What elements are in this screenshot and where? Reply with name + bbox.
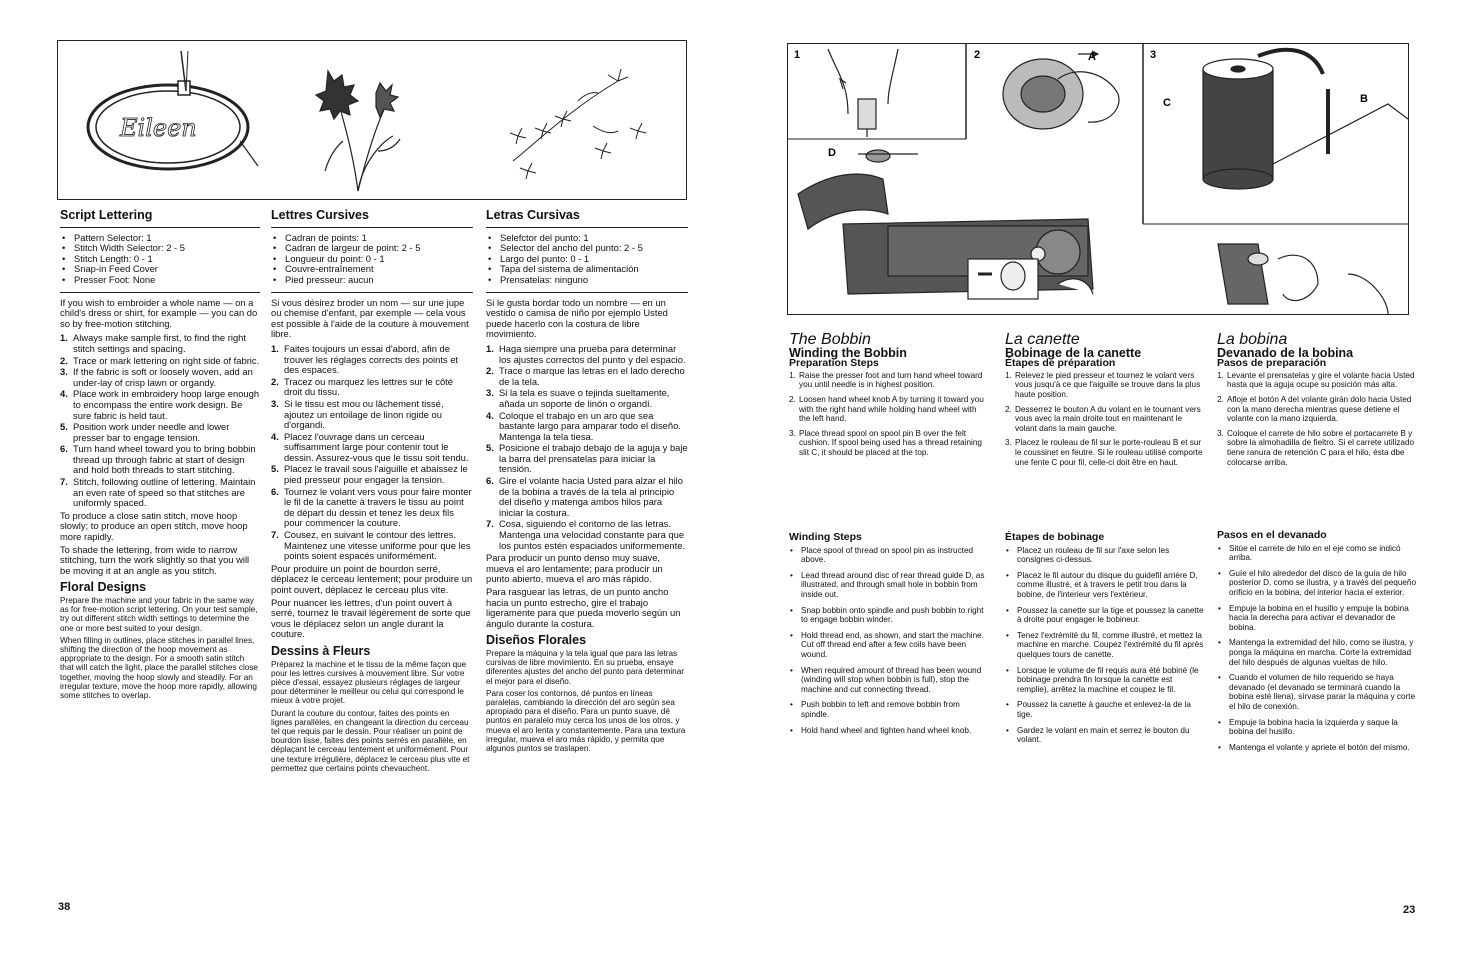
setting-item: • Selefctor del punto: 1 [486, 233, 688, 244]
intro-paragraph: If you wish to embroider a whole name — on a child's dress or shirt, for example — you can do so by free-motion stitching. [60, 296, 258, 329]
prep-steps-list [1005, 371, 1205, 467]
french-column [271, 210, 473, 776]
divider [60, 292, 260, 293]
winding-step: • Mantenga la extremidad del hilo, como se ilustra, y ponga la máquina en marcha. Corte la extremidad del hilo después de algunas vueltas de hilo. [1217, 638, 1417, 667]
hoop-lettering: Eileen [120, 114, 197, 142]
prep-steps-list [789, 371, 989, 458]
etapes-preparation-title: Étapes de préparation [1005, 357, 1116, 370]
winding-step: • Empuje la bobina en el husillo y empuje la bobina hacia la derecha para activar el devanador de bobina. [1217, 604, 1417, 633]
step-item: 3. Si la tela es suave o tejinda sueltamente, añada un soporte de linón o organdí. [486, 387, 670, 409]
panel-number: 2 [974, 49, 981, 61]
step-item: 7. Cosa, siguiendo el contorno de las letras. Mantenga una velocidad constante para que los puntos estén espaciados uniformemente. [486, 518, 686, 551]
step-item: 2. Tracez ou marquez les lettres sur le côté droit du tissu. [271, 375, 453, 398]
step-item: 5. Posicione el trabajo debajo de la aguja y baje la barra del prensatelas para iniciar la tensión. [486, 442, 688, 475]
winding-step: • Lorsque le volume de fil requis aura été bobiné (le bobinage prendra fin lorsque la canette est remplie), arrêtez la machine et coupez le fil. [1005, 666, 1205, 695]
step-item: 1. Always make sample first, to find the right stitch settings and spacing. [60, 332, 246, 354]
settings-list [486, 233, 688, 286]
step-item: 5. Position work under needle and lower presser bar to engage tension. [60, 421, 230, 443]
floral-designs-title: Floral Designs [60, 580, 147, 595]
paragraph: To shade the lettering, from wide to narrow stitching, turn the work slightly so that you will be moving it at an angle as you stitch. [60, 543, 250, 576]
divider [486, 227, 688, 228]
floral-text: Prepare the machine and your fabric in the same way as for free-motion script lettering. On your test sample, try out different stitch width settings to determine the one or more best suited to your design. When filling in outlines, place stitches in parallel lines, shifting the direction of the hoop movement as appropriate to the design. For a smooth satin stitch that will catch the light, place the parallel stitches close together, moving the hoop slowly and steadily. For an irregular texture, move the hoop more rapidly, allowing some stitches to overlap. [60, 596, 258, 701]
settings-list [271, 233, 473, 286]
winding-spanish-column [1217, 531, 1417, 758]
prep-step: 3. Place thread spool on spool pin B over the felt cushion. If spool being used has a thread retaining slit C, it should be placed at the top. [789, 428, 982, 457]
step-item: 7. Stitch, following outline of lettering. Maintain an even rate of speed so that stitches are uniformly spaced. [60, 476, 256, 509]
prep-step: 1. Levante el prensatelas y gire el volante hacia Usted hasta que la aguja ocupe su posición más alta. [1217, 370, 1415, 390]
divider [60, 227, 260, 228]
setting-item: • Selector del ancho del punto: 2 - 5 [486, 243, 688, 254]
winding-step: • Snap bobbin onto spindle and push bobbin to right to engage bobbin winder. [789, 606, 989, 625]
setting-item: • Prensatelas: ninguno [486, 275, 688, 286]
panel-number: 3 [1150, 49, 1157, 61]
step-item: 6. Tournez le volant vers vous pour faire monter le fil de la canette à travers le tissu au point de départ du dessin et tenez les deux fils pour commencer la couture. [271, 485, 472, 529]
hoop-and-flowers-drawing [58, 41, 686, 199]
winding-english-column [789, 533, 989, 741]
divider [271, 292, 473, 293]
steps-list [271, 344, 473, 562]
setting-item: • Snap-in Feed Cover [60, 264, 260, 275]
setting-item: • Stitch Length: 0 - 1 [60, 254, 260, 265]
step-item: 2. Trace or mark lettering on right side of fabric. [60, 354, 260, 366]
prep-step: 1. Raise the presser foot and turn hand wheel toward you until needle is in highest position. [789, 370, 983, 390]
floral-text: Préparez la machine et le tissu de la même façon que pour les lettres cursives à mouvement libre. Sur votre pièce d'essai, essayez plusieurs réglages de largeur pour déterminer le meilleur ou celui qui correspond le mieux à votre projet. Durant la couture du contour, faites des points en lignes parallèles, en changeant la direction du cerceau tel que requis par le dessin. Pour réaliser un point de bourdon lisse, faites des points serrés en parallèle, en déplaçant le cerceau lentement et uniformément. Pour une texture irrégulière, déplacez le cerceau plus vite et permettez que certains points chevauchent. [271, 659, 470, 773]
english-column [60, 210, 260, 703]
label-d: D [828, 147, 836, 159]
winding-step: • Placez le fil autour du disque du guidefil arrière D, comme illustré, et à travers le petit trou dans la bobine, de l'interieur vers l'extérieur. [1005, 571, 1205, 600]
prep-step: 3. Coloque el carrete de hilo sobre el portacarrete B y sobre la almohadilla de fieltro. Si el carrete utilizado tiene ranura de retención C para el hilo, ésta dbe colocarse arriba. [1217, 428, 1415, 467]
paragraph: To produce a close satin stitch, move hoop slowly; to produce an open stitch, move hoop more rapidly. [60, 509, 248, 543]
dessins-a-fleurs-title: Dessins à Fleurs [271, 643, 371, 658]
page-number: 38 [58, 901, 71, 913]
bobbin-spanish-column [1217, 331, 1417, 472]
prep-step: 2. Afloje el botón A del volante girán dolo hacia Usted con la mano derecha mientras quese detiene el volante con la mano izquierda. [1217, 394, 1412, 424]
prep-step: 3. Placez le rouleau de fil sur le porte-rouleau B et sur le coussinet en feutre. Si le rouleau utilisé comporte une fente C pour fil, celle-ci doit être en haut. [1005, 438, 1203, 467]
bobbin-panels-drawing [788, 44, 1408, 314]
prep-step: 2. Desserrez le bouton A du volant en le tournant vers vous avec la main droite tout en maintenant le volant dans la main gauche. [1005, 404, 1201, 433]
intro-paragraph: Si le gusta bordar todo un nombre — en un vestido o camisa de niño por ejemplo Usted puede hacerlo con la costura de libre movimiento. [486, 296, 668, 340]
winding-steps-list [1217, 544, 1417, 753]
step-item: 7. Cousez, en suivant le contour des lettres. Maintenez une vitesse uniforme pour que les points soient espacés uniformément. [271, 529, 471, 562]
steps-list [60, 333, 260, 509]
label-a: A [1088, 51, 1096, 63]
winding-step: • Placez un rouleau de fil sur l'axe selon les consignes ci-dessus. [1005, 546, 1205, 565]
step-item: 1. Haga siempre una prueba para determinar los ajustes correctos del punto y del espacio. [486, 342, 686, 365]
setting-item: • Longueur du point: 0 - 1 [271, 254, 473, 265]
label-b: B [1360, 93, 1368, 105]
spanish-column [486, 210, 688, 756]
step-item: 4. Place work in embroidery hoop large enough to encompass the entire work design. Be sure fabric is held taut. [60, 388, 260, 421]
setting-item: • Tapa del sistema de alimentación [486, 264, 688, 275]
winding-step: • Hold thread end, as shown, and start the machine. Cut off thread end after a few coils have been wound. [789, 631, 989, 660]
disenos-florales-title: Diseños Florales [486, 633, 587, 648]
bobbin-english-column [789, 331, 989, 463]
divider [271, 227, 473, 228]
winding-steps-list [789, 546, 989, 736]
setting-item: • Cadran de points: 1 [271, 233, 473, 244]
winding-step: • Poussez la canette sur la tige et poussez la canette à droite pour engager le bobineur. [1005, 606, 1205, 625]
setting-item: • Cadran de largeur de point: 2 - 5 [271, 243, 473, 254]
setting-item: • Pattern Selector: 1 [60, 233, 260, 244]
prep-step: 2. Loosen hand wheel knob A by turning it toward you with the right hand while holding hand wheel with the left hand. [789, 394, 984, 424]
winding-step: • Tenez l'extrémité du fil, comme illustré, et mettez la machine en marche. Coupez l'extrémité du fil après quelques tours de canette. [1005, 631, 1205, 660]
winding-step: • Guíe el hilo alrededor del disco de la guía de hilo posterior D, como se ilustra, y a través del pequeño orificio en la bobina, del interior hacia el exterior. [1217, 569, 1417, 598]
step-item: 3. Si le tissu est mou ou lâchement tissé, ajoutez un entoilage de linon rigide ou d'organdi. [271, 397, 444, 431]
winding-french-column [1005, 533, 1205, 751]
winding-step: • Mantenga el volante y apriete el botón del mismo. [1217, 743, 1417, 753]
step-item: 4. Placez l'ouvrage dans un cerceau suffisamment large pour contenir tout le dessin. Assurez-vous que le tissu soit tendu. [271, 430, 469, 463]
la-canette-title: La canette [1005, 331, 1080, 348]
right-page [737, 0, 1475, 954]
winding-step: • Hold hand wheel and tighten hand wheel knob. [789, 726, 989, 736]
winding-steps-title: Winding Steps [789, 531, 862, 543]
lettres-cursives-title: Lettres Cursives [271, 208, 369, 222]
winding-step: • Gardez le volant en main et serrez le bouton du volant. [1005, 726, 1205, 745]
bobinage-subtitle: Bobinage de la canette [1005, 345, 1142, 360]
the-bobbin-title: The Bobbin [789, 331, 871, 348]
step-item: 6. Gire el volante hacia Usted para alzar el hilo de la bobina a través de la tela al principio del diseño y matenga ambos hilos para iniciar la costura. [486, 475, 683, 518]
winding-step: • Push bobbin to left and remove bobbin from spindle. [789, 700, 989, 719]
page-number: 23 [1403, 904, 1416, 916]
bobbin-illustrations [787, 43, 1409, 315]
winding-step: • When required amount of thread has been wound (winding will stop when bobbin is full), stop the machine and cut connecting thread. [789, 666, 989, 695]
panel-number: 1 [794, 49, 801, 61]
divider [486, 292, 688, 293]
step-item: 2. Trace o marque las letras en el lado derecho de la tela. [486, 365, 685, 387]
la-bobina-title: La bobina [1217, 331, 1288, 348]
winding-step: • Empuje la bobina hacia la izquierda y saque la bobina del husillo. [1217, 718, 1417, 737]
pasos-devanado-title: Pasos en el devanado [1217, 529, 1327, 541]
setting-item: • Couvre-entraînement [271, 264, 473, 275]
step-item: 3. If the fabric is soft or loosely woven, add an under-lay of crisp lawn or organdy. [60, 366, 253, 388]
etapes-bobinage-title: Étapes de bobinage [1005, 531, 1105, 543]
setting-item: • Stitch Width Selector: 2 - 5 [60, 243, 260, 254]
setting-item: • Largo del punto: 0 - 1 [486, 254, 688, 265]
prep-steps-list [1217, 371, 1417, 467]
settings-list [60, 233, 260, 286]
paragraph: Para rasguear las letras, de un punto ancho hacia un punto estrecho, gire el trabajo ligeramente para que pueda moverlo según un ángulo durante la costura. [486, 586, 681, 629]
winding-step: • Place spool of thread on spool pin as instructed above. [789, 546, 989, 565]
winding-bobbin-subtitle: Winding the Bobbin [789, 345, 907, 360]
paragraph: Pour produire un point de bourdon serré, déplacez le cerceau lentement; pour produire un point ouvert, déplacez le cerceau plus vite. [271, 562, 473, 595]
paragraph: Pour nuancer les lettres, d'un point ouvert à serré, tournez le travail légèrement de sorte que vous le déplacez selon un angle durant la couture. [271, 596, 471, 640]
winding-step: • Cuando el volumen de hilo requerido se haya devanado (el devanado se terminará cuando la bobina esté llena), sírvase parar la máquina y corte el hilo de conexión. [1217, 673, 1417, 711]
paragraph: Para producir un punto denso muy suave, mueva el aro lentamente; para producir un punto abierto, mueva el aro más rápido. [486, 552, 663, 585]
winding-step: • Poussez la canette à gauche et enlevez-la de la tige. [1005, 700, 1205, 719]
pasos-preparacion-title: Pasos de preparación [1217, 357, 1327, 370]
step-item: 6. Turn hand wheel toward you to bring bobbin thread up through fabric at start of design and hold both threads to start stitching. [60, 443, 256, 476]
devanado-subtitle: Devanado de la bobina [1217, 345, 1354, 360]
steps-list [486, 344, 688, 551]
step-item: 4. Coloque el trabajo en un aro que sea bastante largo para amparar todo el diseño. Mantenga la tela tiesa. [486, 409, 681, 442]
setting-item: • Presser Foot: None [60, 275, 260, 286]
step-item: 5. Placez le travail sous l'aiguille et abaissez le pied presseur pour engager la tension. [271, 463, 468, 486]
winding-step: • Sitúe el carrete de hilo en el eje como se indicó arriba. [1217, 544, 1417, 563]
floral-text: Prepare la máquina y la tela igual que para las letras cursivas de libre movimiento. En su prueba, ensaye diferentes ajustes del ancho del punto para determinar el mejor para el diseño. Para coser los contornos, dé puntos en líneas paralelas, cambiando la dirección del aro según sea apropiado para el diseño. Para un punto suave, dé puntos en paralelo muy cerca los unos de los otros, y mueva el aro lenta y constantemente. Para una textura irregular, mueva el aro más rápido, y permita que algunos puntos se traslapen. [486, 648, 686, 753]
label-c: C [1163, 97, 1171, 109]
bobbin-french-column [1005, 331, 1205, 472]
intro-paragraph: Si vous désirez broder un nom — sur une jupe ou chemise d'enfant, par exemple — cela vous est possible à l'aide de la couture à mouvement libre. [271, 296, 469, 340]
left-page [0, 0, 737, 954]
embroidery-illustration [57, 40, 687, 200]
setting-item: • Pied presseur: aucun [271, 275, 473, 286]
letras-cursivas-title: Letras Cursivas [486, 208, 580, 222]
script-lettering-title: Script Lettering [60, 208, 153, 222]
winding-step: • Lead thread around disc of rear thread guide D, as illustrated, and through small hole in bobbin from inside out. [789, 571, 989, 600]
prep-step: 1. Relevez le pied presseur et tournez le volant vers vous jusqu'à ce que l'aiguille se trouve dans la plus haute position. [1005, 370, 1201, 399]
step-item: 1. Faites toujours un essai d'abord, afin de trouver les réglages corrects des points et des espaces. [271, 342, 459, 376]
winding-steps-list [1005, 546, 1205, 745]
preparation-steps-title: Preparation Steps [789, 357, 879, 370]
